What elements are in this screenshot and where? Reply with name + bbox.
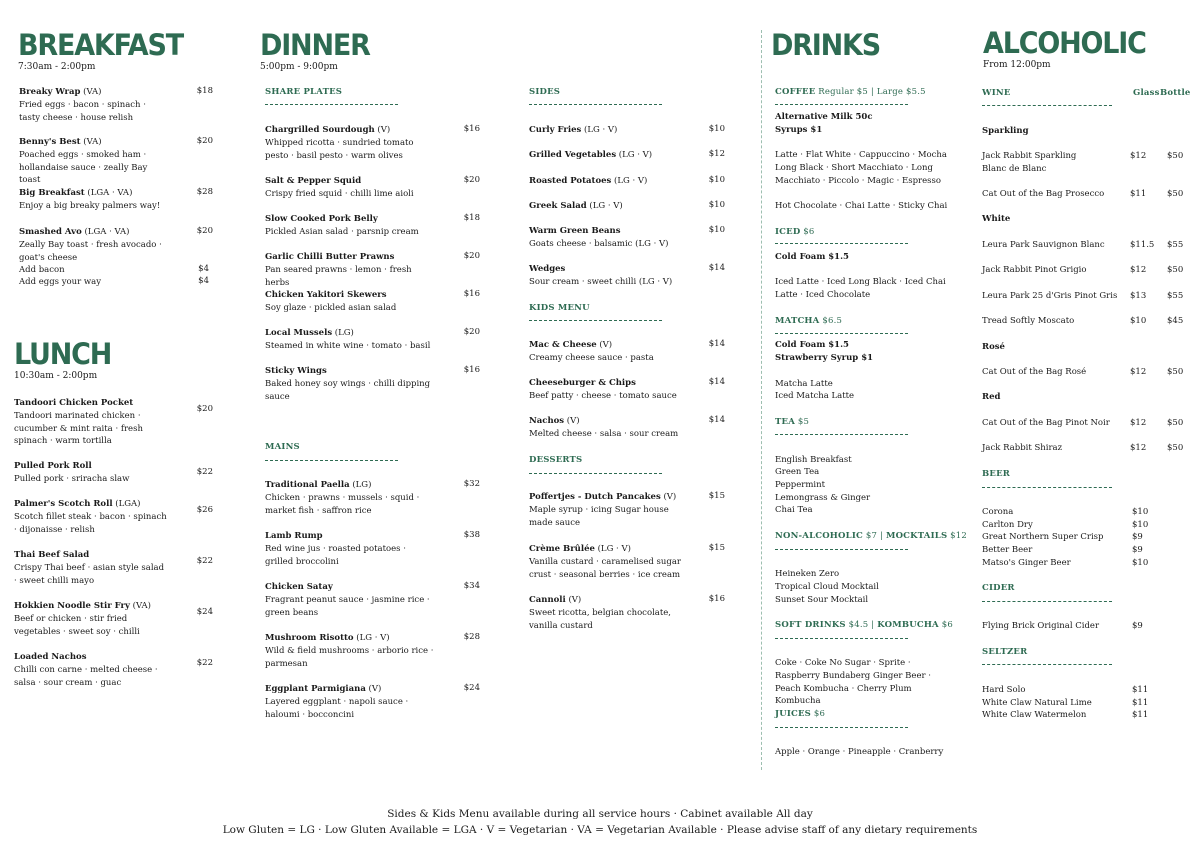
item-price: $14 bbox=[708, 377, 725, 387]
list-item: Warm Green Beans Goats cheese · balsamic (LG · V) bbox=[529, 226, 669, 249]
list-item: Nachos (V) Melted cheese · salsa · sour cream bbox=[529, 416, 679, 439]
item-price: $18 bbox=[463, 213, 480, 223]
section-heading: MATCHA $6.5 bbox=[775, 316, 843, 326]
list-item: Roasted Potatoes (LG · V) bbox=[529, 176, 648, 186]
dietary-legend: Low Gluten = LG · Low Gluten Available = LGA · V = Vegetarian · VA = Vegetarian Available · Please advise staff of any dietary requirements bbox=[222, 824, 978, 836]
list-item: Cheeseburger & Chips Beef patty · cheese · tomato sauce bbox=[529, 378, 677, 401]
seltzer-price: $11 bbox=[1132, 710, 1149, 720]
wine-item: Jack Rabbit Sparkling Blanc de Blanc bbox=[982, 151, 1077, 174]
item-price: $32 bbox=[463, 479, 480, 489]
alcoholic-title: ALCOHOLIC bbox=[983, 26, 1146, 61]
section-divider bbox=[775, 104, 908, 105]
list-item: Slow Cooked Pork Belly Pickled Asian salad · parsnip cream bbox=[265, 214, 419, 237]
list-item: Salt & Pepper Squid Crispy fried squid · chilli lime aioli bbox=[265, 176, 414, 199]
section-heading: SELTZER bbox=[982, 647, 1028, 657]
item-price: $16 bbox=[463, 365, 480, 375]
juices-list: Apple · Orange · Pineapple · Cranberry bbox=[775, 747, 944, 757]
list-item: Smashed Avo (LGA · VA) Zeally Bay toast · fresh avocado · goat's cheese bbox=[19, 227, 162, 263]
item-price: $22 bbox=[196, 556, 213, 566]
list-item: Sticky Wings Baked honey soy wings · chilli dipping sauce bbox=[265, 366, 431, 402]
matcha-item: Iced Matcha Latte bbox=[775, 391, 855, 401]
item-price: $28 bbox=[196, 187, 213, 197]
soft-list: Coke · Coke No Sugar · Sprite · Raspberry Bundaberg Ginger Beer · Peach Kombucha · Cherry Plum Kombucha bbox=[775, 658, 931, 707]
section-divider bbox=[982, 664, 1112, 665]
addon-item: Add bacon bbox=[19, 265, 65, 275]
wine-category: Sparkling bbox=[982, 126, 1029, 136]
section-divider bbox=[529, 104, 662, 105]
beer-item: Carlton Dry bbox=[982, 520, 1033, 530]
wine-item: Cat Out of the Bag Rosé bbox=[982, 367, 1087, 377]
list-item: Local Mussels (LG) Steamed in white wine · tomato · basil bbox=[265, 328, 431, 351]
section-heading: DESSERTS bbox=[529, 455, 583, 465]
section-heading: TEA $5 bbox=[775, 417, 810, 427]
bottle-price: $50 bbox=[1167, 367, 1184, 377]
beer-item: Great Northern Super Crisp bbox=[982, 532, 1104, 542]
glass-price: $11.5 bbox=[1130, 240, 1155, 250]
bottle-price: $45 bbox=[1167, 316, 1184, 326]
list-item: Traditional Paella (LG) Chicken · prawns · mussels · squid · market fish · saffron rice bbox=[265, 480, 420, 516]
section-heading: JUICES $6 bbox=[775, 709, 826, 719]
section-divider bbox=[775, 727, 908, 728]
coffee-list: Latte · Flat White · Cappuccino · Mocha Long Black · Short Macchiato · Long Macchiato · Piccolo · Magic · Espresso bbox=[775, 150, 947, 186]
list-item: Garlic Chilli Butter Prawns Pan seared prawns · lemon · fresh herbs bbox=[265, 252, 412, 288]
cider-price: $9 bbox=[1132, 621, 1143, 631]
coffee-list: Hot Chocolate · Chai Latte · Sticky Chai bbox=[775, 201, 948, 211]
item-price: $26 bbox=[196, 505, 213, 515]
glass-price: $12 bbox=[1130, 418, 1147, 428]
bottle-price: $50 bbox=[1167, 151, 1184, 161]
item-price: $10 bbox=[708, 225, 725, 235]
item-price: $10 bbox=[708, 124, 725, 134]
item-price: $20 bbox=[463, 175, 480, 185]
section-divider bbox=[265, 460, 398, 461]
section-heading: SHARE PLATES bbox=[265, 87, 343, 97]
glass-price: $12 bbox=[1130, 151, 1147, 161]
list-item: Tandoori Chicken Pocket Tandoori marinated chicken · cucumber & mint raita · fresh spinach · warm tortilla bbox=[14, 398, 143, 447]
section-divider bbox=[982, 487, 1112, 488]
bottle-price: $50 bbox=[1167, 443, 1184, 453]
section-heading: SIDES bbox=[529, 87, 561, 97]
breakfast-hours: 7:30am - 2:00pm bbox=[18, 62, 96, 72]
item-price: $20 bbox=[196, 404, 213, 414]
section-divider bbox=[265, 104, 398, 105]
item-price: $20 bbox=[196, 136, 213, 146]
beer-price: $10 bbox=[1132, 520, 1149, 530]
list-item: Chicken Satay Fragrant peanut sauce · jasmine rice · green beans bbox=[265, 582, 430, 618]
list-item: Loaded Nachos Chilli con carne · melted cheese · salsa · sour cream · guac bbox=[14, 652, 158, 688]
wine-category: Rosé bbox=[982, 342, 1005, 352]
seltzer-item: White Claw Watermelon bbox=[982, 710, 1087, 720]
dinner-title: DINNER bbox=[260, 28, 370, 63]
seltzer-item: Hard Solo bbox=[982, 685, 1026, 695]
nonalc-item: Tropical Cloud Mocktail bbox=[775, 582, 879, 592]
cider-item: Flying Brick Original Cider bbox=[982, 621, 1100, 631]
bottle-price: $50 bbox=[1167, 265, 1184, 275]
glass-price: $13 bbox=[1130, 291, 1147, 301]
coffee-extra: Syrups $1 bbox=[775, 125, 823, 135]
list-item: Breaky Wrap (VA) Fried eggs · bacon · spinach · tasty cheese · house relish bbox=[19, 87, 146, 123]
section-heading: NON-ALCOHOLIC $7 | MOCKTAILS $12 bbox=[775, 531, 968, 541]
list-item: Benny's Best (VA) Poached eggs · smoked ham · hollandaise sauce · zeally Bay toast bbox=[19, 137, 148, 186]
matcha-item: Matcha Latte bbox=[775, 379, 833, 389]
item-price: $12 bbox=[708, 149, 725, 159]
section-heading: ICED $6 bbox=[775, 227, 815, 237]
bottle-price: $55 bbox=[1167, 291, 1184, 301]
section-divider bbox=[775, 243, 908, 244]
bottle-column-header: Bottle bbox=[1160, 88, 1191, 98]
item-price: $20 bbox=[463, 327, 480, 337]
seltzer-item: White Claw Natural Lime bbox=[982, 698, 1092, 708]
item-price: $14 bbox=[708, 263, 725, 273]
section-heading: SOFT DRINKS $4.5 | KOMBUCHA $6 bbox=[775, 620, 953, 630]
nonalc-item: Heineken Zero bbox=[775, 569, 840, 579]
lunch-hours: 10:30am - 2:00pm bbox=[14, 371, 98, 381]
dinner-hours: 5:00pm - 9:00pm bbox=[260, 62, 338, 72]
beer-item: Matso's Ginger Beer bbox=[982, 558, 1071, 568]
list-item: Greek Salad (LG · V) bbox=[529, 201, 623, 211]
section-heading: BEER bbox=[982, 469, 1011, 479]
iced-list: Iced Latte · Iced Long Black · Iced Chai Latte · Iced Chocolate bbox=[775, 277, 946, 300]
tea-item: English Breakfast bbox=[775, 455, 852, 465]
bottle-price: $50 bbox=[1167, 418, 1184, 428]
coffee-extra: Alternative Milk 50c bbox=[775, 112, 873, 122]
list-item: Cannoli (V) Sweet ricotta, belgian chocolate, vanilla custard bbox=[529, 595, 671, 631]
item-price: $14 bbox=[708, 415, 725, 425]
tea-item: Peppermint bbox=[775, 480, 826, 490]
wine-item: Leura Park 25 d'Gris Pinot Gris bbox=[982, 291, 1118, 301]
beer-price: $9 bbox=[1132, 545, 1143, 555]
beer-item: Corona bbox=[982, 507, 1014, 517]
glass-price: $10 bbox=[1130, 316, 1147, 326]
list-item: Lamb Rump Red wine jus · roasted potatoes · grilled broccolini bbox=[265, 531, 406, 567]
list-item: Mushroom Risotto (LG · V) Wild & field mushrooms · arborio rice · parmesan bbox=[265, 633, 434, 669]
breakfast-title: BREAKFAST bbox=[18, 28, 183, 63]
list-item: Chargrilled Sourdough (V) Whipped ricotta · sundried tomato pesto · basil pesto · warm olives bbox=[265, 125, 414, 161]
glass-column-header: Glass bbox=[1133, 88, 1160, 98]
wine-item: Tread Softly Moscato bbox=[982, 316, 1075, 326]
section-divider bbox=[982, 601, 1112, 602]
item-price: $20 bbox=[196, 226, 213, 236]
tea-item: Lemongrass & Ginger bbox=[775, 493, 871, 503]
item-price: $24 bbox=[463, 683, 480, 693]
list-item: Pulled Pork Roll Pulled pork · sriracha slaw bbox=[14, 461, 130, 484]
tea-item: Chai Tea bbox=[775, 505, 813, 515]
wine-item: Leura Park Sauvignon Blanc bbox=[982, 240, 1105, 250]
section-divider bbox=[775, 638, 908, 639]
iced-extra: Cold Foam $1.5 bbox=[775, 252, 849, 262]
beer-price: $9 bbox=[1132, 532, 1143, 542]
beer-price: $10 bbox=[1132, 507, 1149, 517]
seltzer-price: $11 bbox=[1132, 698, 1149, 708]
list-item: Hokkien Noodle Stir Fry (VA) Beef or chicken · stir fried vegetables · sweet soy · chilli bbox=[14, 601, 151, 637]
item-price: $15 bbox=[708, 543, 725, 553]
tea-item: Green Tea bbox=[775, 467, 820, 477]
lunch-title: LUNCH bbox=[14, 337, 112, 372]
section-divider bbox=[775, 434, 908, 435]
section-divider bbox=[529, 473, 662, 474]
seltzer-price: $11 bbox=[1132, 685, 1149, 695]
section-heading: KIDS MENU bbox=[529, 303, 590, 313]
bottle-price: $50 bbox=[1167, 189, 1184, 199]
list-item: Chicken Yakitori Skewers Soy glaze · pickled asian salad bbox=[265, 290, 397, 313]
item-price: $28 bbox=[463, 632, 480, 642]
item-price: $34 bbox=[463, 581, 480, 591]
matcha-extra: Cold Foam $1.5 bbox=[775, 340, 849, 350]
nonalc-item: Sunset Sour Mocktail bbox=[775, 595, 869, 605]
list-item: Big Breakfast (LGA · VA) Enjoy a big breaky palmers way! bbox=[19, 188, 161, 211]
glass-price: $11 bbox=[1130, 189, 1147, 199]
addon-item: Add eggs your way bbox=[19, 277, 102, 287]
section-divider bbox=[775, 333, 908, 334]
glass-price: $12 bbox=[1130, 265, 1147, 275]
item-price: $15 bbox=[708, 491, 725, 501]
item-price: $22 bbox=[196, 658, 213, 668]
list-item: Poffertjes - Dutch Pancakes (V) Maple syrup · icing Sugar house made sauce bbox=[529, 492, 677, 528]
list-item: Thai Beef Salad Crispy Thai beef · asian style salad · sweet chilli mayo bbox=[14, 550, 165, 586]
section-heading: WINE bbox=[982, 88, 1011, 98]
item-price: $10 bbox=[708, 200, 725, 210]
item-price: $20 bbox=[463, 251, 480, 261]
list-item: Palmer's Scotch Roll (LGA) Scotch fillet steak · bacon · spinach · dijonaisse · relish bbox=[14, 499, 167, 535]
column-divider bbox=[761, 30, 762, 770]
list-item: Eggplant Parmigiana (V) Layered eggplant · napoli sauce · haloumi · bocconcini bbox=[265, 684, 409, 720]
list-item: Crème Brûlée (LG · V) Vanilla custard · caramelised sugar crust · seasonal berries · ice cream bbox=[529, 544, 681, 580]
list-item: Curly Fries (LG · V) bbox=[529, 125, 618, 135]
addon-price: $4 bbox=[198, 264, 209, 274]
section-heading: CIDER bbox=[982, 583, 1015, 593]
item-price: $38 bbox=[463, 530, 480, 540]
item-price: $14 bbox=[708, 339, 725, 349]
glass-price: $12 bbox=[1130, 367, 1147, 377]
item-price: $22 bbox=[196, 467, 213, 477]
item-price: $18 bbox=[196, 86, 213, 96]
beer-price: $10 bbox=[1132, 558, 1149, 568]
section-divider bbox=[529, 320, 662, 321]
item-price: $10 bbox=[708, 175, 725, 185]
drinks-title: DRINKS bbox=[771, 28, 881, 63]
section-heading: COFFEE Regular $5 | Large $5.5 bbox=[775, 87, 926, 97]
item-price: $24 bbox=[196, 607, 213, 617]
wine-item: Jack Rabbit Shiraz bbox=[982, 443, 1063, 453]
wine-item: Cat Out of the Bag Pinot Noir bbox=[982, 418, 1110, 428]
wine-item: Jack Rabbit Pinot Grigio bbox=[982, 265, 1087, 275]
section-divider bbox=[982, 105, 1112, 106]
item-price: $16 bbox=[463, 289, 480, 299]
list-item: Grilled Vegetables (LG · V) bbox=[529, 150, 653, 160]
footer-note: Sides & Kids Menu available during all service hours · Cabinet available All day bbox=[387, 808, 813, 820]
list-item: Wedges Sour cream · sweet chilli (LG · V) bbox=[529, 264, 673, 287]
beer-item: Better Beer bbox=[982, 545, 1033, 555]
item-price: $16 bbox=[708, 594, 725, 604]
matcha-extra: Strawberry Syrup $1 bbox=[775, 353, 874, 363]
wine-item: Cat Out of the Bag Prosecco bbox=[982, 189, 1105, 199]
wine-category: White bbox=[982, 214, 1011, 224]
bottle-price: $55 bbox=[1167, 240, 1184, 250]
glass-price: $12 bbox=[1130, 443, 1147, 453]
wine-category: Red bbox=[982, 392, 1001, 402]
list-item: Mac & Cheese (V) Creamy cheese sauce · pasta bbox=[529, 340, 654, 363]
section-divider bbox=[775, 549, 908, 550]
section-heading: MAINS bbox=[265, 442, 300, 452]
addon-price: $4 bbox=[198, 276, 209, 286]
item-price: $16 bbox=[463, 124, 480, 134]
alcoholic-hours: From 12:00pm bbox=[983, 60, 1051, 70]
